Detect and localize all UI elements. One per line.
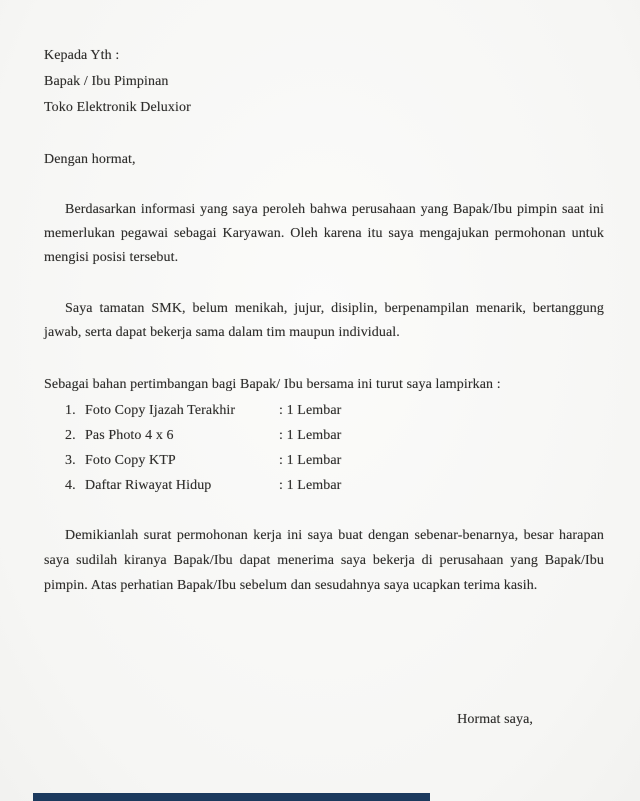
attachment-name: Foto Copy Ijazah Terakhir [85,403,236,418]
attachment-number: 2. [65,428,76,443]
signature-label: Hormat saya, [457,712,533,727]
attachments-intro: Sebagai bahan pertimbangan bagi Bapak/ Ibu bersama ini turut saya lampirkan : [44,377,501,392]
attachment-name: Pas Photo 4 x 6 [85,428,174,443]
attachment-row [65,448,604,473]
attachment-number: 3. [65,453,76,468]
attachment-row [65,398,604,423]
paragraph-intro: Berdasarkan informasi yang saya peroleh bahwa perusahaan yang Bapak/Ibu pimpin saat ini memerlukan pegawai sebagai Karyawan. Oleh karena itu saya mengajukan permohonan untuk mengisi posisi tersebut. [44,202,604,265]
attachment-row [65,473,604,498]
attachment-name: Daftar Riwayat Hidup [85,478,212,493]
attachments-list [44,398,604,498]
paragraph-qualifications: Saya tamatan SMK, belum menikah, jujur, disiplin, berpenampilan menarik, bertanggung jawab, serta dapat bekerja sama dalam tim maupun individual. [44,301,604,340]
recipient-line-company: Toko Elektronik Deluxior [44,100,191,115]
recipient-line-kepada: Kepada Yth : [44,48,120,63]
attachment-quantity: : 1 Lembar [279,428,342,443]
attachment-number: 1. [65,403,76,418]
attachment-name: Foto Copy KTP [85,453,176,468]
attachment-number: 4. [65,478,76,493]
attachment-quantity: : 1 Lembar [279,403,342,418]
attachment-row [65,423,604,448]
paragraph-closing: Demikianlah surat permohonan kerja ini saya buat dengan sebenar-benarnya, besar harapan saya sudilah kiranya Bapak/Ibu dapat menerima saya bekerja di perusahaan yang Bapak/Ibu pimpin. Atas perhatian Bapak/Ibu sebelum dan sesudahnya saya ucapkan terima kasih. [44,528,604,593]
recipient-block [44,43,604,121]
bottom-partial-bar [33,793,430,801]
recipient-line-pimpinan: Bapak / Ibu Pimpinan [44,74,169,89]
salutation: Dengan hormat, [44,152,136,167]
attachment-quantity: : 1 Lembar [279,453,342,468]
attachment-quantity: : 1 Lembar [279,478,342,493]
